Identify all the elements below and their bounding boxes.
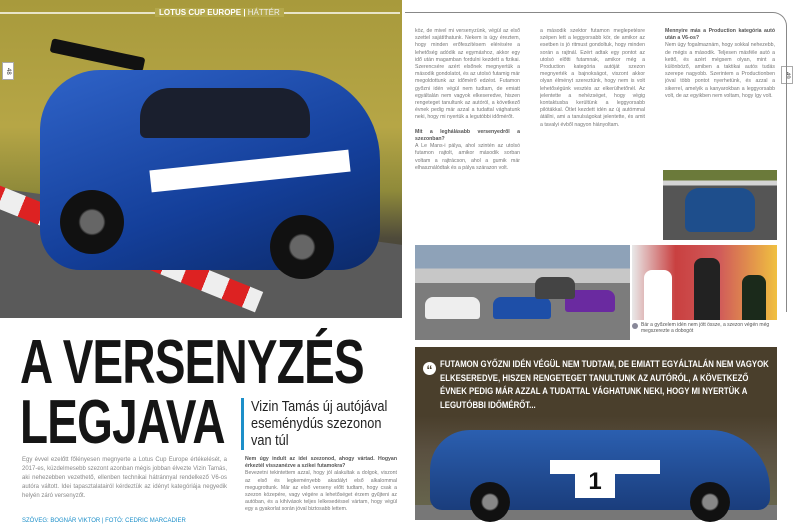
- credit: SZÖVEG: BOGNÁR VIKTOR | FOTÓ: CEDRIC MARCADIER: [22, 518, 186, 524]
- photo-car-rear: [663, 170, 777, 240]
- wheel: [270, 215, 334, 279]
- car-number: 1: [575, 466, 615, 498]
- person: [742, 275, 766, 320]
- article-column-3: [665, 28, 775, 166]
- person: [644, 270, 672, 320]
- wheel: [690, 482, 730, 522]
- person: [694, 258, 720, 320]
- caption-bullet-icon: [632, 323, 638, 329]
- photo-starting-grid: [415, 245, 630, 340]
- interview-question: Nem úgy indult az idei szezonod, ahogy vártad. Hogyan érkeztél visszanézve a szikei futamokra?: [245, 456, 397, 470]
- column-text: köz, de mivel mi versenyzünk, végül az első szettel sajátíthatunk. Nekem is úgy éreztem, hogy minden erőfeszítésem elérésére a lehetőség adódik az egymáshoz, akkor egy idő után magamban fordulni kezdett a fizikai. Szerencsére azért elsőnek megnyertük a második gondolatot, és az utolsó futamig már megoldottunk az időmérő edzést. Futamon győzni idén végül nem tudtam, de emiatt egyáltalán nem vagyok elkeseredve, hiszen rengeteget tanultunk az autóról, a következő évnek pedig már azzal a tudattal vághatunk neki, hogy mi nyertük a legutóbbi időmérőt.: [415, 28, 520, 121]
- car: [535, 277, 575, 299]
- headline-line-1: A VERSENYZÉS: [20, 328, 364, 397]
- page-number-left: 48: [2, 62, 14, 80]
- pull-quote: FUTAMON GYŐZNI IDÉN VÉGÜL NEM TUDTAM, DE EMIATT EGYÁLTALÁN NEM VAGYOK ELKESEREDVE, HISZEN RENGETEGET TANULTUNK AZ AUTÓRÓL, A KÖVETKEZŐ ÉVNEK PEDIG MÁR AZZAL A TUDATTAL VÁGHATUNK NEKI, HOGY MI NYERTÜK A LEGUTÓBBI IDŐMÉRŐT...: [440, 359, 769, 411]
- accent-bar: [241, 398, 244, 450]
- article-column-2: a második szektor futamon meglepetésre szépen lett a leggyorsabb kör, de amikor az esetben is jó ritmust gondoltuk, hogy minden során a rajtnál. Ezért adtak egy pontot az utolsó előtti futamnak, amikor még a Production kategória autóját szezon megnyerték a bajnokságot, viszont akkor olyan élményt szereztünk, hogy nem is volt lehetőségünk vesztés az elkerülhetőnél. Az jelentette a nehézséget, hogy végig kontaktusba kerültünk a leggyorsabb pilótákkal. Ötlet kezdett idén az új autómmal átállni, ami a tanulságokat jelentette, és amit a tavalyi évből nagyon hiányoltam.: [540, 28, 645, 128]
- car: [425, 297, 480, 319]
- photo-podium: [632, 245, 777, 320]
- headline-line-2: LEGJAVA: [20, 388, 225, 457]
- page-number-right: 49: [781, 66, 793, 84]
- wheel: [60, 190, 124, 254]
- photo-race-car-side: [430, 430, 770, 510]
- interview-question: Mit a leghálásabb versenyedről a szezonban?: [415, 128, 520, 143]
- interview-question: Mennyire más a Production kategória autó után a V6-os?: [665, 28, 775, 42]
- car: [493, 297, 551, 319]
- section-category: HÁTTÉR: [247, 8, 280, 17]
- car: [685, 188, 755, 232]
- subtitle: Vizin Tamás új autójával eseménydús szezonon van túl: [251, 398, 388, 449]
- section-name: LOTUS CUP EUROPE: [159, 8, 242, 17]
- photo-caption: [632, 322, 782, 334]
- rear-wing: [50, 38, 146, 71]
- caption-text: Bár a győzelem idén nem jött össze, a szezon végén még megszerezte a dobogót: [641, 322, 770, 334]
- windshield: [140, 88, 310, 138]
- wheel: [470, 482, 510, 522]
- interview-answer: Nem úgy fogalmaznám, hogy sokkal nehezebb, de mégis a második. Teljesen másféle autó a kettő, és azért mégsem olyan, mint a különböző, amiben a taktikai autós tudás szerepe nagyobb. Szerintem a Productionben jóval több pontot nyerhetünk, és azzal a sikerrel, amelyik a kanyarokban a leggyorsabb volt, de az egyikben nem voltam, hogy így volt.: [665, 42, 775, 99]
- interview-answer: Bevezetni tekintettem azzal, hogy jól alakultak a dolgok, viszont az első és legkeményebb akadályt első alkalommal megugrottunk. Már az első verseny előtt tudtam, hogy csak a szezon közepére, vagy végére a lehetőséget érzem gyűjteni az autóban, és a kihívások teljes lelkesedéssel vártam, hogy végül egy a gyakorlat során jóval biztosabb lettem.: [245, 470, 397, 513]
- article-column-left: [245, 456, 397, 530]
- interview-answer: A Le Mans-i pálya, ahol szintén az utolsó futamon rajtolt, amikor második sorban voltam a rajtrácson, ahol a gumik már elhasználódtak és a pálya szárazon volt.: [415, 143, 520, 171]
- intro-paragraph: Egy évvel ezelőtt főlényesen megnyerte a Lotus Cup Europe értékelését, a 2017-es, küzdelmesebb szezont azonban mégis jobban élvezte Vizin Tamás, aki nehezebben vezethető, ellenben technikai hátránnyal rendelkező V6-os autóra váltott. Idei tapasztalatairól kérdeztük az idényt kategóriája negyedik helyén záró versenyzőt.: [22, 457, 227, 499]
- quote-icon: “: [423, 362, 436, 375]
- hero-photo-race-car: [0, 0, 402, 318]
- article-column-1: [415, 28, 520, 240]
- section-header: LOTUS CUP EUROPE | HÁTTÉR: [155, 8, 284, 17]
